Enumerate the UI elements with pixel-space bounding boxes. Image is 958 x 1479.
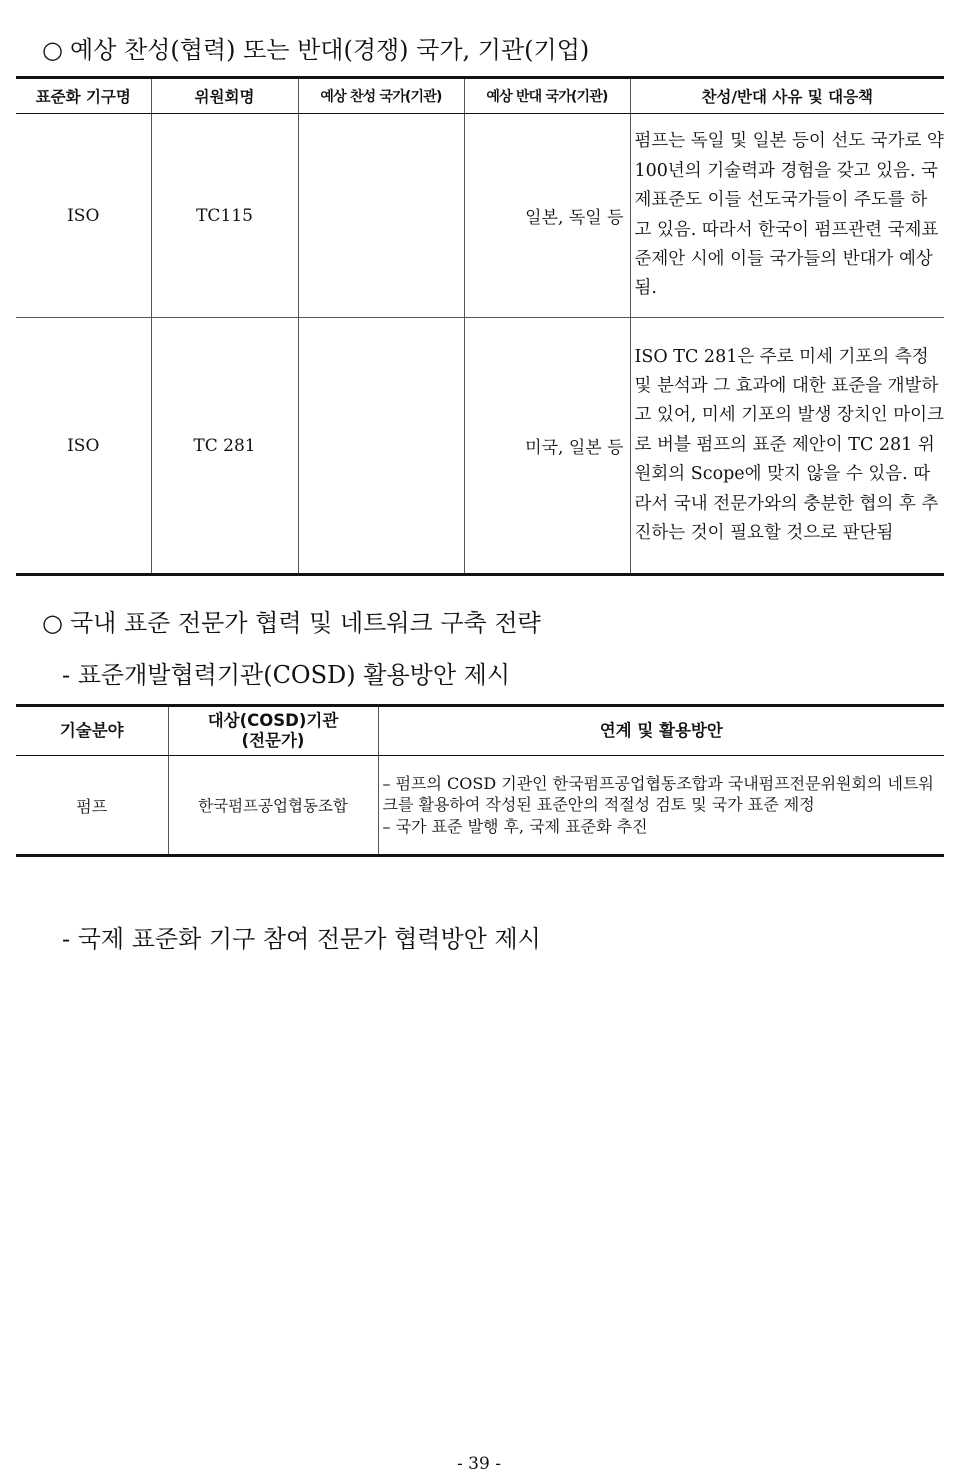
cosd-table bbox=[16, 704, 944, 857]
table-row bbox=[16, 114, 944, 318]
header-org: 표준화 기구명 bbox=[16, 78, 151, 114]
circle-bullet-icon: ○ bbox=[42, 36, 63, 64]
cell-oppose: 미국, 일본 등 bbox=[464, 318, 630, 575]
header-plan: 연계 및 활용방안 bbox=[378, 706, 944, 756]
expected-countries-table bbox=[16, 76, 944, 576]
cell-committee: TC115 bbox=[151, 114, 298, 318]
table-row bbox=[16, 756, 944, 856]
plan-item: – 국가 표준 발행 후, 국제 표준화 추진 bbox=[382, 816, 648, 836]
cell-org: ISO bbox=[16, 318, 151, 575]
section-heading-expected-countries bbox=[42, 30, 589, 65]
subheading-international-experts: - 국제 표준화 기구 참여 전문가 협력방안 제시 bbox=[62, 925, 541, 953]
table-row bbox=[16, 318, 944, 575]
cell-field: 펌프 bbox=[16, 756, 168, 856]
plan-item: – 펌프의 COSD 기관인 한국펌프공업협동조합과 국내펌프전문위원회의 네트워크를 활용하여 작성된 표준안의 적절성 검토 및 국가 표준 제정 bbox=[382, 773, 934, 815]
cell-agency: 한국펌프공업협동조합 bbox=[168, 756, 378, 856]
header-agency: 대상(COSD)기관 (전문가) bbox=[168, 706, 378, 756]
subheading-cosd: - 표준개발협력기관(COSD) 활용방안 제시 bbox=[62, 661, 511, 689]
cell-plan bbox=[378, 756, 944, 856]
cell-reason: ISO TC 281은 주로 미세 기포의 측정 및 분석과 그 효과에 대한 표준을 개발하고 있어, 미세 기포의 발생 장치인 마이크로 버블 펌프의 표준 제안이 TC 281 위원회의 Scope에 맞지 않을 수 있음. 따라서 국내 전문가와의 충분한 협의 후 추진하는 것이 필요할 것으로 판단됨 bbox=[630, 318, 944, 575]
circle-bullet-icon: ○ bbox=[42, 609, 63, 637]
heading-text: 예상 찬성(협력) 또는 반대(경쟁) 국가, 기관(기업) bbox=[70, 36, 590, 64]
cell-org: ISO bbox=[16, 114, 151, 318]
table-header-row bbox=[16, 706, 944, 756]
header-reason: 찬성/반대 사유 및 대응책 bbox=[630, 78, 944, 114]
header-support: 예상 찬성 국가(기관) bbox=[298, 78, 464, 114]
cell-reason: 펌프는 독일 및 일본 등이 선도 국가로 약 100년의 기술력과 경험을 갖고 있음. 국제표준도 이들 선도국가들이 주도를 하고 있음. 따라서 한국이 펌프관련 국제표준제안 시에 이들 국가들의 반대가 예상됨. bbox=[630, 114, 944, 318]
header-committee: 위원회명 bbox=[151, 78, 298, 114]
section-heading-domestic-network bbox=[42, 603, 541, 638]
header-field: 기술분야 bbox=[16, 706, 168, 756]
cell-committee: TC 281 bbox=[151, 318, 298, 575]
cell-oppose: 일본, 독일 등 bbox=[464, 114, 630, 318]
cell-support bbox=[298, 318, 464, 575]
page-number: - 39 - bbox=[457, 1454, 501, 1474]
header-oppose: 예상 반대 국가(기관) bbox=[464, 78, 630, 114]
table-header-row bbox=[16, 78, 944, 114]
cell-support bbox=[298, 114, 464, 318]
heading-text: 국내 표준 전문가 협력 및 네트워크 구축 전략 bbox=[70, 609, 541, 637]
